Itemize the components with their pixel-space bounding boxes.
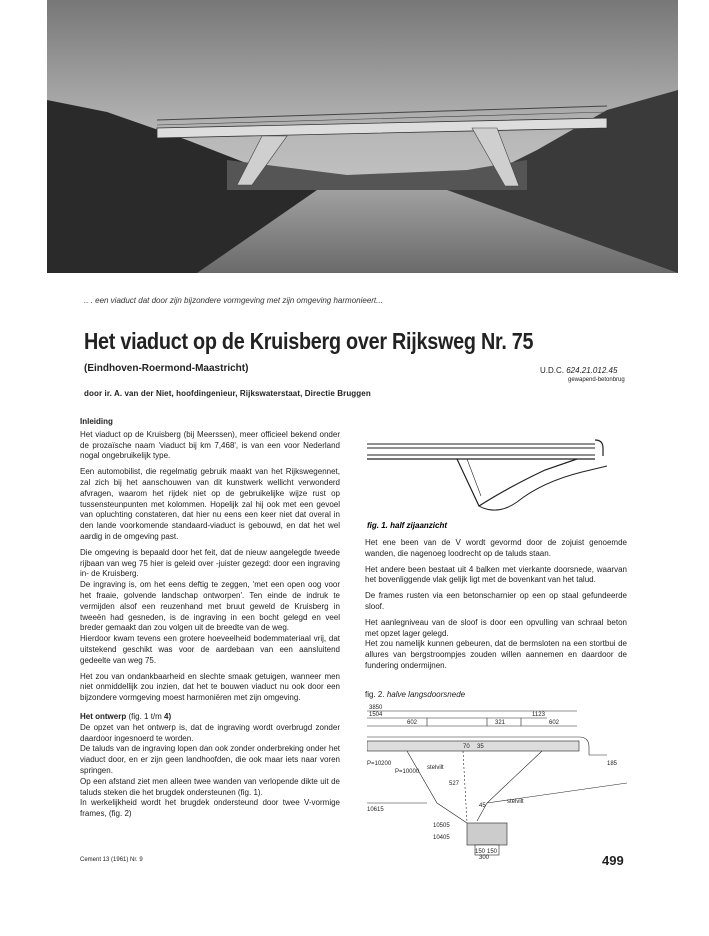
- right-column: [365, 538, 627, 677]
- article-title: Het viaduct op de Kruisberg over Rijksweg Nr. 75: [84, 328, 534, 354]
- paragraph: Het zou namelijk kunnen gebeuren, dat de bermsloten na een stortbui de allures van bergstroompjes zouden willen aannemen en daardoor de fundering ondermijnen.: [365, 639, 627, 670]
- article-subtitle: (Eindhoven-Roermond-Maastricht): [84, 363, 249, 374]
- dim-label: 1123: [532, 712, 545, 718]
- photo-caption: .. . een viaduct dat door zijn bijzondere vormgeving met zijn omgeving harmonieert...: [84, 296, 383, 305]
- dim-label: 35: [477, 744, 484, 750]
- fig2-caption: [365, 690, 465, 699]
- figure-1-side-view: [367, 436, 627, 532]
- dim-label: 1504: [369, 712, 383, 718]
- dim-label: 10405: [433, 835, 450, 841]
- dim-label: 602: [407, 720, 418, 726]
- udc-code: [540, 366, 617, 375]
- dim-label: 45: [479, 803, 486, 809]
- heading-ontwerp-label: Het ontwerp: [80, 711, 127, 721]
- udc-number: 624.21.012.45: [566, 366, 618, 375]
- dim-label: 150: [475, 849, 486, 855]
- udc-prefix: U.D.C.: [540, 366, 564, 375]
- left-column: [80, 417, 340, 820]
- footer-journal: Cement 13 (1961) Nr. 9: [80, 857, 143, 863]
- figure-2-longitudinal-section: [367, 703, 627, 859]
- dim-label: 527: [449, 781, 460, 787]
- dim-label: 321: [495, 720, 506, 726]
- dim-label: P=10200: [367, 761, 392, 767]
- paragraph: De frames rusten via een betonscharnier op een op staal gefundeerde sloof.: [365, 591, 627, 611]
- heading-ontwerp-num: 4): [164, 711, 172, 721]
- dim-label: 10615: [367, 807, 384, 813]
- dim-label: 10505: [433, 823, 450, 829]
- viaduct-photo: [47, 0, 678, 273]
- heading-ontwerp-ref: (fig. 1 t/m: [128, 711, 162, 721]
- udc-subject: gewapend-betonbrug: [568, 377, 625, 383]
- paragraph: Het ene been van de V wordt gevormd door de zojuist genoemde wanden, die nagenoeg loodrecht op de taluds staan.: [365, 538, 627, 558]
- fig2-caption-text: halve langsdoorsnede: [386, 690, 466, 699]
- paragraph: Het aanlegniveau van de sloof is door een opvulling van schraal beton met opzet lager gelegd.: [365, 617, 627, 638]
- dim-label: 70: [463, 744, 470, 750]
- paragraph: Hierdoor kwam tevens een grotere hoeveelheid bodemmateriaal vrij, dat uitstekend geschikt was voor de aardebaan van een aansluitend gedeelte van weg 75.: [80, 634, 340, 665]
- paragraph: Het zou van ondankbaarheid en slechte smaak getuigen, wanneer men niet onmiddellijk zou inzien, dat het te bouwen viaduct nu ook door een bijzondere vormgeving moest harmoniëren met zijn omgeving.: [80, 671, 340, 703]
- paragraph: Die omgeving is bepaald door het feit, dat de nieuw aangelegde tweede rijbaan van weg 75 hier is geleid over -juister gezegd: door een ingraving in- de Kruisberg.: [80, 547, 340, 579]
- paragraph: Op een afstand ziet men alleen twee wanden van verlopende dikte uit de taluds steken die het brugdek ondersteunen (fig. 1).: [80, 776, 340, 797]
- paragraph: De opzet van het ontwerp is, dat de ingraving wordt overbrugd zonder daardoor ingesnoerd te worden.: [80, 722, 340, 743]
- page-number: 499: [602, 853, 624, 868]
- heading-ontwerp: [80, 712, 340, 723]
- paragraph: De taluds van de ingraving lopen dan ook zonder onderbreking onder het viaduct door, en er zijn geen landhoofden, die ook maar iets naar voren springen.: [80, 744, 340, 775]
- dim-label: 300: [479, 855, 490, 859]
- fig2-caption-num: fig. 2.: [365, 690, 385, 699]
- heading-inleiding: Inleiding: [80, 417, 113, 426]
- fig1-caption: fig. 1. half zijaanzicht: [367, 521, 448, 530]
- dim-label: 602: [549, 720, 560, 726]
- stelvilt-label: stelvilt: [427, 765, 444, 771]
- stelvilt-label: stelvilt: [507, 799, 524, 805]
- author-line: door ir. A. van der Niet, hoofdingenieur, Rijkswaterstaat, Directie Bruggen: [84, 389, 371, 398]
- dim-label: 150: [487, 849, 498, 855]
- dim-label: P=10000: [395, 769, 420, 775]
- dim-label: 185: [607, 761, 618, 767]
- paragraph: In werkelijkheid wordt het brugdek ondersteund door twee V-vormige frames, (fig. 2): [80, 798, 340, 819]
- paragraph: Het viaduct op de Kruisberg (bij Meerssen), meer officieel bekend onder de prozaïsche naam 'viaduct bij km 7,468', is van een voor Nederland nogal ongebruikelijk type.: [80, 429, 340, 461]
- paragraph: Een automobilist, die regelmatig gebruik maakt van het Rijkswegennet, zal zich bij het aanschouwen van dit kunstwerk wellicht verwonderd afvragen, waarom het rijdek niet op de gebruikelijke wijze rust op tussensteunpunten met kolommen. Hopelijk zal hij ook met een gevoel van opluchting constateren, dat hier nu eens een keer niet dat overal in den lande voorkomende standaard-viaduct is gebouwd, en dat het wel aardig in de omgeving past.: [80, 467, 340, 541]
- dim-label: 3850: [369, 705, 383, 711]
- paragraph: De ingraving is, om het eens deftig te zeggen, 'met een open oog voor het fraaie, golvende landschap ontworpen'. Ten einde de indruk te vermijden alsof een reuzenhand met bruut geweld de Kruisberg in tweeën had gesneden, is de ingraving in een bocht gelegd en veel breder gemaakt dan zou volgen uit de breedte van de weg.: [80, 580, 340, 633]
- paragraph: Het andere been bestaat uit 4 balken met vierkante doorsnede, waarvan het bovenliggende vlak gelijk ligt met de bovenkant van het talud.: [365, 564, 627, 585]
